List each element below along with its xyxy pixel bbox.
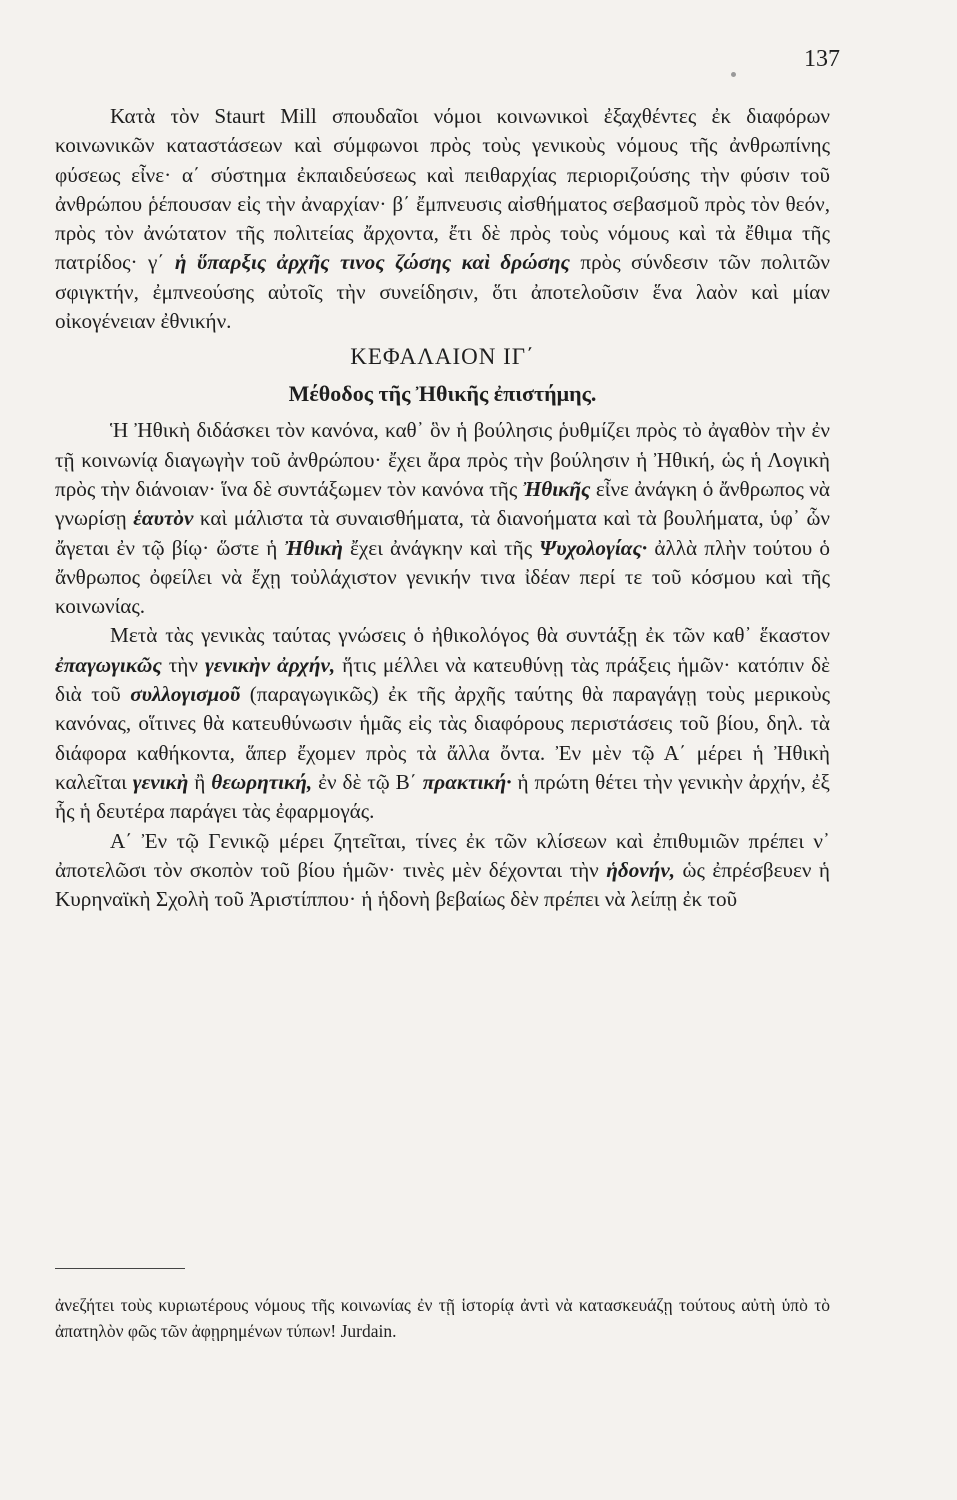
emphasis-ethics-2: Ἠθικὴ: [284, 535, 343, 560]
emphasis-syllogism: συλλογισμοῦ: [130, 682, 241, 707]
emphasis-self: ἑαυτὸν: [133, 506, 194, 531]
emphasis-ethics: Ἠθικῆς: [522, 476, 591, 501]
emphasis-theoretical: θεωρητική,: [211, 769, 313, 794]
emphasis-psychology: Ψυχολογίας·: [539, 535, 648, 560]
emphasis-practical: πρακτική·: [422, 769, 512, 794]
emphasis-general: γενικὴ: [132, 769, 189, 794]
main-text: [55, 102, 830, 914]
footnote-divider: [55, 1268, 185, 1269]
paragraph-ethics-definition: Ἡ Ἠθικὴ διδάσκει τὸν κανόνα, καθ᾽ ὃν ἡ βούλησις ῥυθμίζει πρὸς τὸ ἀγαθὸν τὴν ἐν τῇ κοινωνίᾳ διαγωγὴν τοῦ ἀνθρώπου· ἔχει ἄρα πρὸς τὴν βούλησιν ἡ Ἠθική, ὡς ἡ Λογικὴ πρὸς τὴν διάνοιαν· ἵνα δὲ συντάξωμεν τὸν κανόνα τῆς Ἠθικῆς εἶνε ἀνάγκη ὁ ἄνθρωπος νὰ γνωρίσῃ ἑαυτὸν καὶ μάλιστα τὰ συναισθήματα, τὰ διανοήματα καὶ τὰ βουλήματα, ὑφ᾽ ὧν ἄγεται ἐν τῷ βίῳ· ὥστε ἡ Ἠθικὴ ἔχει ἀνάγκην καὶ τῆς Ψυχολογίας· ἀλλὰ πλὴν τούτου ὁ ἄνθρωπος ὀφείλει νὰ ἔχῃ τοὐλάχιστον γενικήν τινα ἰδέαν περί τε τοῦ κόσμου καὶ τῆς κοινωνίας.: [55, 418, 831, 619]
paragraph-general-part: Α΄ Ἐν τῷ Γενικῷ μέρει ζητεῖται, τίνες ἐκ τῶν κλίσεων καὶ ἐπιθυμιῶν πρέπει ν᾽ ἀποτελῶσι τὸν σκοπὸν τοῦ βίου ἡμῶν· τινὲς μὲν δέχονται τὴν ἡδονήν, ὡς ἐπρέσβευεν ἡ Κυρηναϊκὴ Σχολὴ τοῦ Ἀριστίππου· ἡ ἡδονὴ βεβαίως δὲν πρέπει νὰ λείπῃ ἐκ τοῦ: [55, 828, 831, 912]
emphasis-living-authority: ἡ ὕπαρξις ἀρχῆς τινος ζώσης καὶ δρώσης: [174, 250, 571, 275]
emphasis-pleasure: ἡδονήν,: [606, 857, 676, 882]
emphasis-general-principle: γενικὴν ἀρχήν,: [204, 652, 336, 677]
ink-speck: [731, 72, 736, 77]
section-title: Μέθοδος τῆς Ἠθικῆς ἐπιστήμης.: [288, 381, 597, 407]
footnote: ἀνεζήτει τοὺς κυριωτέρους νόμους τῆς κοινωνίας ἐν τῇ ἱστορίᾳ ἀντὶ νὰ κατασκευάζῃ τούτους αὐτὴ ὑπὸ τὸ ἀπατηλὸν φῶς τῶν ἀφῃρημένων τύπων! Jurdain.: [55, 1295, 830, 1341]
chapter-heading: ΚΕΦΑΛΑΙΟΝ ΙΓ΄: [350, 344, 535, 370]
paragraph-mill-social-laws: Κατὰ τὸν Staurt Mill σπουδαῖοι νόμοι κοινωνικοὶ ἐξαχθέντες ἐκ διαφόρων κοινωνικῶν καταστάσεων καὶ σύμφωνοι πρὸς τοὺς γενικοὺς νόμους τῆς ἀνθρωπίνης φύσεως εἶνε· α΄ σύστημα ἐκπαιδεύσεως καὶ πειθαρχίας περιοριζούσης τὴν φύσιν τοῦ ἀνθρώπου ῥέπουσαν εἰς τὴν ἀναρχίαν· β΄ ἔμπνευσις αἰσθήματος σεβασμοῦ πρὸς τὸν θεόν, πρὸς τὸν ἀνώτατον τῆς πολιτείας ἄρχοντα, ἔτι δὲ πρὸς τοὺς νόμους καὶ τὰ ἔθιμα τῆς πατρίδος· γ΄ ἡ ὕπαρξις ἀρχῆς τινος ζώσης καὶ δρώσης πρὸς σύνδεσιν τῶν πολιτῶν σφιγκτήν, ἐμπνεούσης αὐτοῖς τὴν συνείδησιν, ὅτι ἀποτελοῦσιν ἕνα λαὸν καὶ μίαν οἰκογένειαν ἐθνικήν.: [55, 104, 831, 334]
page-number: 137: [804, 46, 840, 72]
paragraph-method: Μετὰ τὰς γενικὰς ταύτας γνώσεις ὁ ἠθικολόγος θὰ συντάξῃ ἐκ τῶν καθ᾽ ἕκαστον ἐπαγωγικῶς τὴν γενικὴν ἀρχήν, ἥτις μέλλει νὰ κατευθύνῃ τὰς πράξεις ἡμῶν· κατόπιν δὲ διὰ τοῦ συλλογισμοῦ (παραγωγικῶς) ἐκ τῆς ἀρχῆς ταύτης θὰ παραγάγῃ τοὺς μερικοὺς κανόνας, οἵτινες θὰ κατευθύνωσιν ἡμᾶς εἰς τὰς διαφόρους περιστάσεις τοῦ βίου, δηλ. τὰ διάφορα καθήκοντα, ἅπερ ἔχομεν πρὸς τὰ ἄλλα ὄντα. Ἐν μὲν τῷ Α΄ μέρει ἡ Ἠθικὴ καλεῖται γενικὴ ἢ θεωρητική, ἐν δὲ τῷ Β΄ πρακτική· ἡ πρώτη θέτει τὴν γενικὴν ἀρχήν, ἐξ ἧς ἡ δευτέρα παράγει τὰς ἐφαρμογάς.: [55, 623, 830, 824]
emphasis-inductively: ἐπαγωγικῶς: [55, 652, 162, 677]
